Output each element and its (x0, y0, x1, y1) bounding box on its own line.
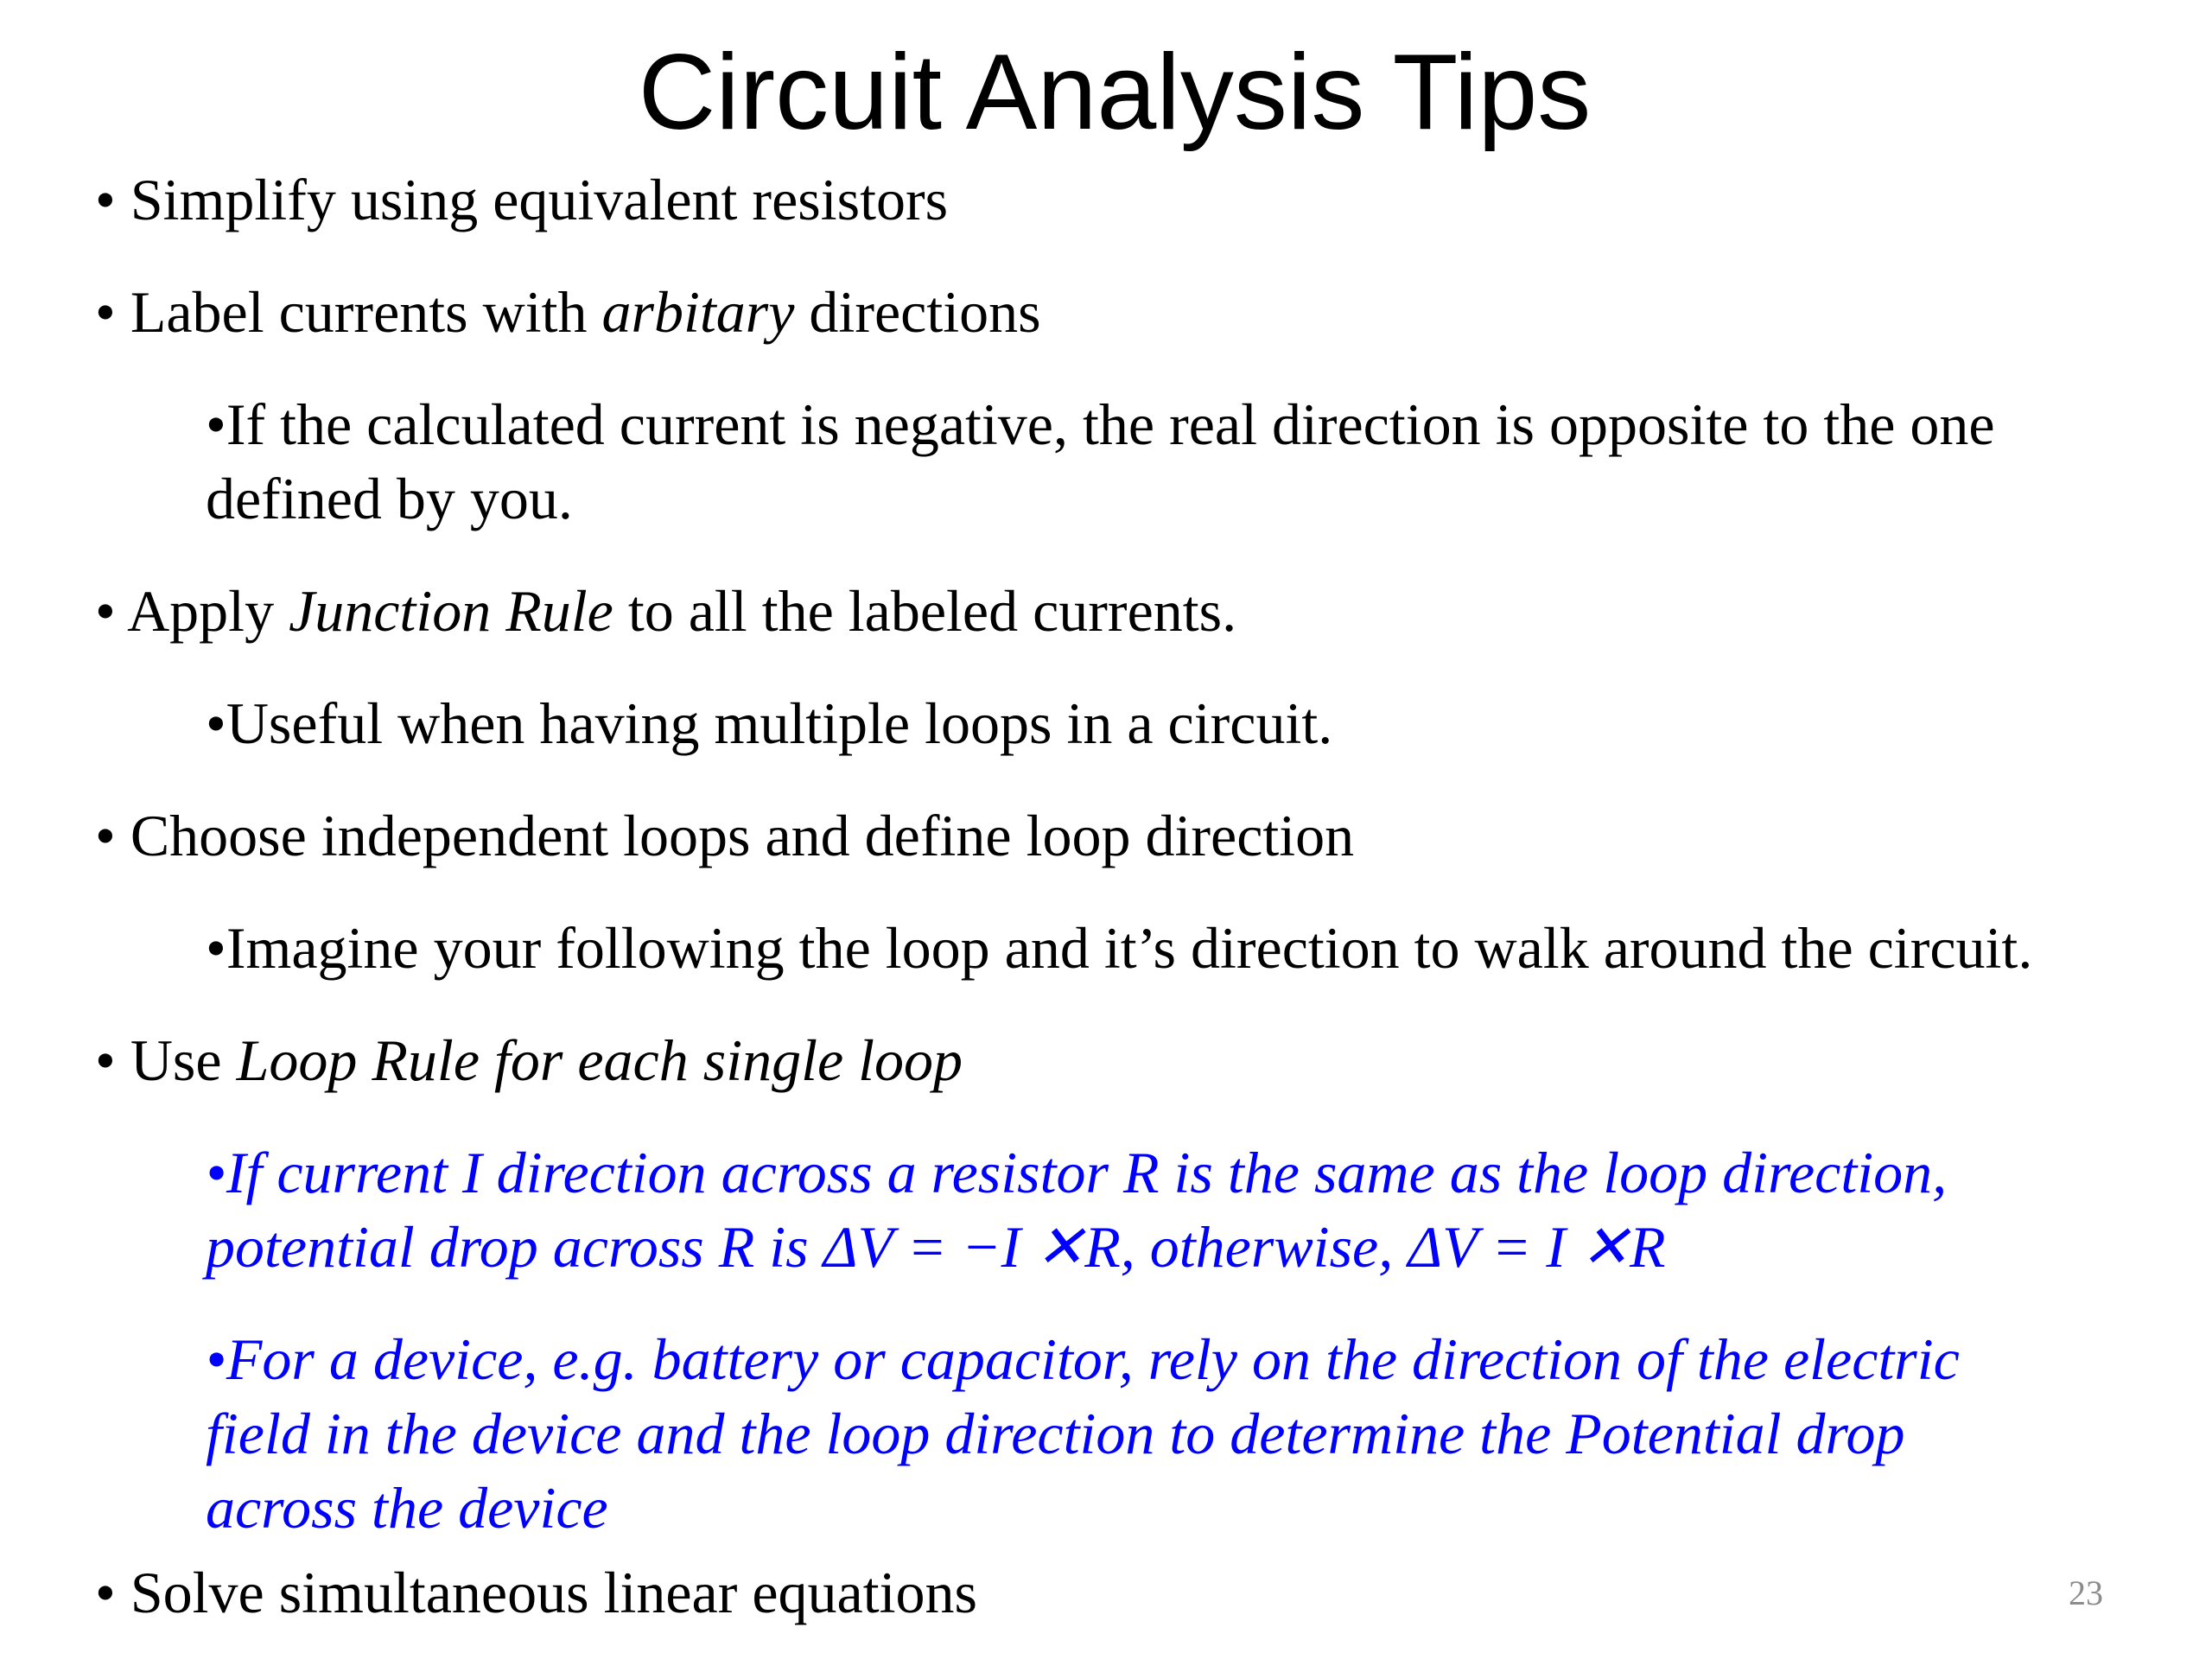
bullet-text: Imagine your following the loop and it’s direction to walk around the circuit. (226, 915, 2033, 981)
bullet-independent-loops (95, 798, 1354, 873)
subbullet-line: across the device (206, 1475, 608, 1541)
bullet-text-emphasis: arbitary (601, 279, 795, 345)
bullet-text-emphasis: Junction Rule (289, 578, 613, 644)
subbullet-multiple-loops (206, 686, 1332, 760)
subbullet-resistor-potential-drop (206, 1135, 1947, 1284)
bullet-text-post: to all the labeled currents. (613, 578, 1237, 644)
bullet-junction-rule (95, 574, 1236, 648)
bullet-marker: • (206, 1140, 226, 1205)
bullet-text-pre: Use (130, 1027, 237, 1093)
bullet-marker: • (206, 1326, 226, 1392)
bullet-marker: • (95, 1560, 116, 1625)
bullet-text: Choose independent loops and define loop direction (130, 803, 1355, 868)
bullet-text: Simplify using equivalent resistors (130, 167, 949, 232)
bullet-marker: • (206, 690, 226, 756)
subbullet-line: field in the device and the loop direction to determine the Potential drop (206, 1401, 1905, 1466)
subbullet-device-potential-drop (206, 1322, 1960, 1545)
page-number: 23 (2069, 1573, 2103, 1612)
bullet-marker: • (95, 1027, 116, 1093)
bullet-text-post: directions (794, 279, 1041, 345)
bullet-text: Solve simultaneous linear equations (130, 1560, 977, 1625)
bullet-text-emphasis: Loop Rule for each single loop (236, 1027, 963, 1093)
subbullet-line (206, 1322, 1960, 1396)
bullet-text: Useful when having multiple loops in a circuit. (226, 690, 1333, 756)
subbullet-line: potential drop across R is ΔV = −I ✕R, otherwise, ΔV = I ✕R (206, 1214, 1666, 1280)
bullet-text-pre: Label currents with (130, 279, 602, 345)
bullet-marker: • (95, 578, 116, 644)
slide-title: Circuit Analysis Tips (638, 33, 1592, 152)
bullet-marker: • (206, 391, 226, 457)
bullet-label-currents (95, 275, 1041, 349)
subbullet-line (206, 1135, 1947, 1210)
bullet-simplify (95, 162, 948, 237)
bullet-text-line: For a device, e.g. battery or capacitor, rely on the direction of the electric (226, 1326, 1960, 1392)
bullet-marker: • (95, 803, 116, 868)
bullet-text: If the calculated current is negative, the real direction is opposite to the one defined by you. (206, 391, 1995, 531)
bullet-solve-equations (95, 1555, 977, 1630)
bullet-loop-rule (95, 1023, 963, 1097)
bullet-text-pre: Apply (127, 578, 289, 644)
bullet-marker: • (95, 279, 116, 345)
bullet-marker: • (206, 915, 226, 981)
bullet-marker: • (95, 167, 116, 232)
subbullet-negative-current (206, 387, 2141, 536)
subbullet-imagine-walk (206, 911, 2032, 985)
bullet-text-line: If current I direction across a resistor R is the same as the loop direction, (226, 1140, 1948, 1205)
